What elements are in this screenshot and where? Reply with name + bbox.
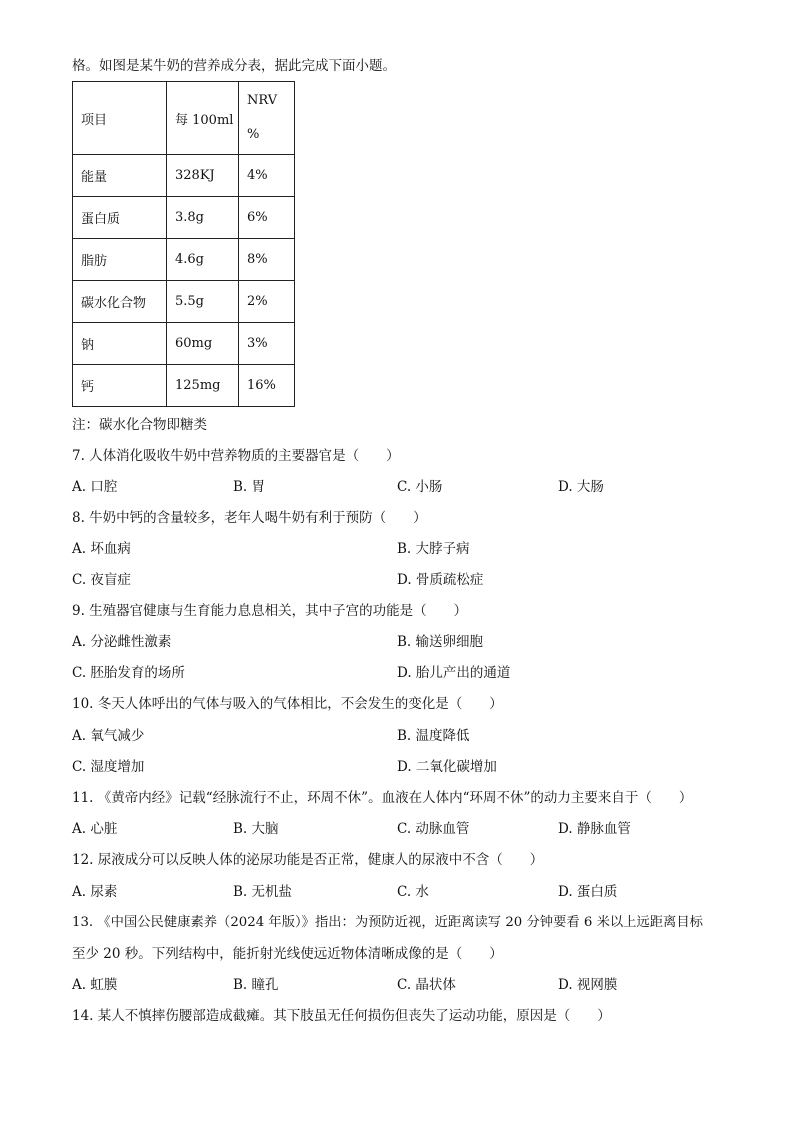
question-stem-continued: 至少 20 秒。下列结构中，能折射光线使远近物体清晰成像的是（ ） — [72, 946, 503, 962]
option-d: D. 胎儿产出的通道 — [397, 665, 511, 681]
option-a: A. 虹膜 — [72, 977, 118, 993]
option-c: C. 湿度增加 — [72, 759, 145, 775]
table-cell: 125mg — [167, 365, 239, 407]
option-d: D. 蛋白质 — [558, 884, 618, 900]
table-cell: 脂肪 — [73, 239, 167, 281]
question-stem: 11. 《黄帝内经》记载“经脉流行不止，环周不休”。血液在人体内“环周不休”的动力主要来自于（ ） — [72, 790, 693, 806]
option-c: C. 小肠 — [397, 479, 443, 495]
table-row — [73, 281, 295, 323]
table-row — [73, 365, 295, 407]
option-b: B. 胃 — [233, 479, 266, 495]
question-stem: 13. 《中国公民健康素养（2024 年版）》指出：为预防近视，近距离读写 20 分钟要看 6 米以上远距离目标 — [72, 915, 703, 930]
option-a: A. 口腔 — [72, 479, 118, 495]
table-cell: 4.6g — [167, 239, 239, 281]
option-d: D. 骨质疏松症 — [397, 572, 484, 588]
percent-label: % — [247, 127, 260, 142]
table-cell: 碳水化合物 — [73, 281, 167, 323]
table-cell: 328KJ — [167, 155, 239, 197]
option-b: B. 无机盐 — [233, 884, 293, 900]
table-cell: 蛋白质 — [73, 197, 167, 239]
table-header-cell: 项目 — [73, 82, 167, 155]
table-cell: 16% — [239, 365, 295, 407]
table-cell: 能量 — [73, 155, 167, 197]
option-c: C. 胚胎发育的场所 — [72, 665, 185, 681]
option-d: D. 二氧化碳增加 — [397, 759, 497, 775]
table-cell: 60mg — [167, 323, 239, 365]
option-a: A. 氧气减少 — [72, 728, 145, 744]
option-d: D. 静脉血管 — [558, 821, 631, 837]
option-c: C. 夜盲症 — [72, 572, 131, 588]
table-row — [73, 239, 295, 281]
table-cell: 钠 — [73, 323, 167, 365]
table-header-row — [73, 82, 295, 155]
option-c: C. 动脉血管 — [397, 821, 470, 837]
table-row — [73, 155, 295, 197]
option-b: B. 温度降低 — [397, 728, 470, 744]
option-d: D. 视网膜 — [558, 977, 618, 993]
table-row — [73, 323, 295, 365]
table-row — [73, 197, 295, 239]
option-b: B. 输送卵细胞 — [397, 634, 484, 650]
question-stem: 14. 某人不慎摔伤腰部造成截瘫。其下肢虽无任何损伤但丧失了运动功能，原因是（ ） — [72, 1008, 611, 1024]
option-a: A. 分泌雌性激素 — [72, 634, 172, 650]
nutrition-table — [72, 81, 295, 407]
question-stem: 8. 牛奶中钙的含量较多，老年人喝牛奶有利于预防（ ） — [72, 510, 427, 526]
option-d: D. 大肠 — [558, 479, 604, 495]
question-stem: 7. 人体消化吸收牛奶中营养物质的主要器官是（ ） — [72, 448, 400, 464]
option-a: A. 坏血病 — [72, 541, 131, 557]
option-b: B. 瞳孔 — [233, 977, 279, 993]
nrv-label: NRV — [247, 93, 278, 108]
table-header-cell — [239, 82, 295, 155]
question-stem: 12. 尿液成分可以反映人体的泌尿功能是否正常，健康人的尿液中不含（ ） — [72, 852, 544, 868]
option-b: B. 大脖子病 — [397, 541, 470, 557]
table-cell: 8% — [239, 239, 295, 281]
option-b: B. 大脑 — [233, 821, 279, 837]
table-note: 注：碳水化合物即糖类 — [72, 417, 207, 433]
table-cell: 5.5g — [167, 281, 239, 323]
table-cell: 钙 — [73, 365, 167, 407]
table-cell: 2% — [239, 281, 295, 323]
option-c: C. 晶状体 — [397, 977, 456, 993]
question-stem: 9. 生殖器官健康与生育能力息息相关，其中子宫的功能是（ ） — [72, 603, 468, 619]
question-stem: 10. 冬天人体呼出的气体与吸入的气体相比，不会发生的变化是（ ） — [72, 696, 503, 712]
table-cell: 4% — [239, 155, 295, 197]
table-cell: 6% — [239, 197, 295, 239]
table-cell: 3.8g — [167, 197, 239, 239]
option-a: A. 心脏 — [72, 821, 118, 837]
table-header-cell: 每 100ml — [167, 82, 239, 155]
table-cell: 3% — [239, 323, 295, 365]
option-a: A. 尿素 — [72, 884, 118, 900]
option-c: C. 水 — [397, 884, 429, 900]
intro-text: 格。如图是某牛奶的营养成分表，据此完成下面小题。 — [72, 58, 396, 74]
